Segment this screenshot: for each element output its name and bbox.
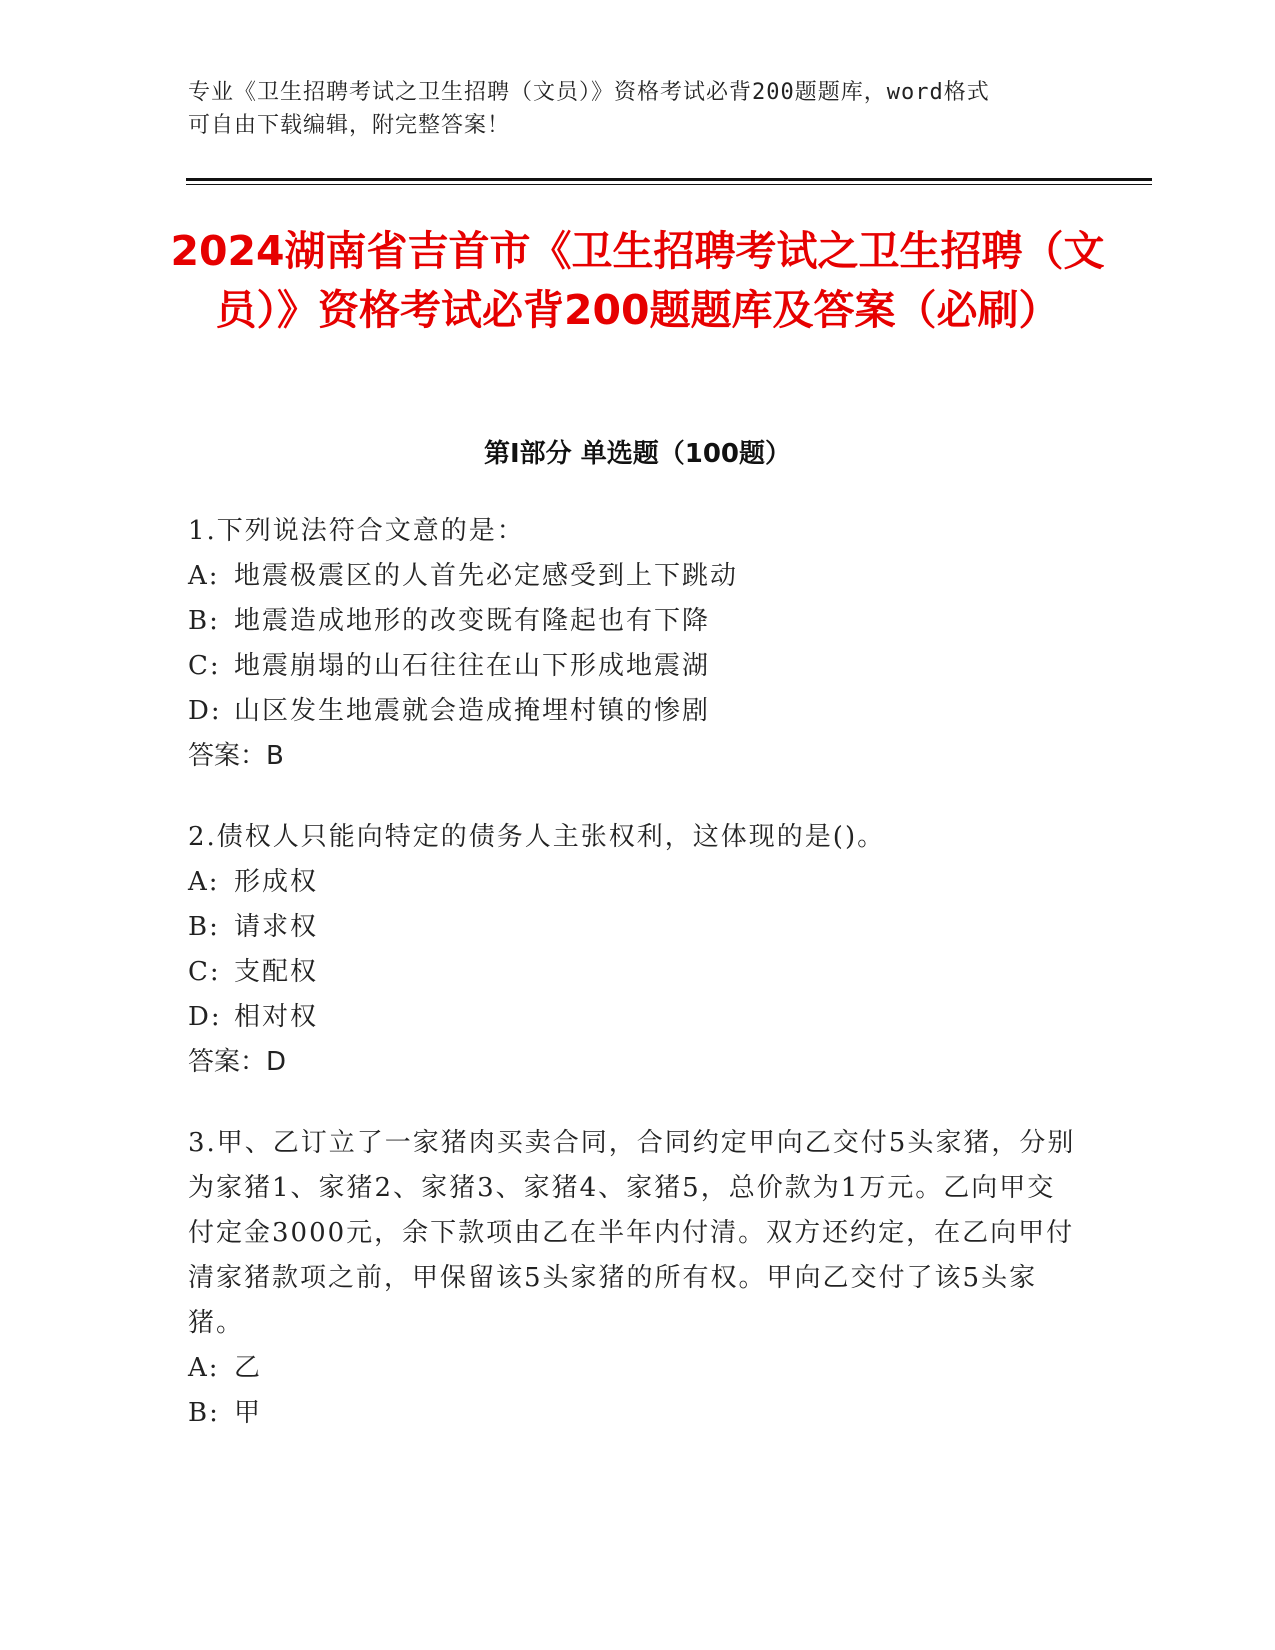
option-b: [188, 599, 1078, 644]
option-d: [188, 995, 1078, 1040]
option-key: C:: [188, 651, 221, 681]
option-text: 乙: [234, 1353, 263, 1383]
question-stem: 2.债权人只能向特定的债务人主张权利，这体现的是()。: [188, 822, 886, 852]
answer-line: 答案：D: [188, 1047, 287, 1077]
option-key: A:: [188, 867, 220, 897]
option-list: [188, 554, 1078, 734]
option-c: [188, 950, 1078, 995]
option-text: 支配权: [234, 957, 319, 987]
option-list: [188, 1346, 1078, 1436]
header-note-line-2: 可自由下载编辑，附完整答案！: [188, 113, 511, 138]
option-text: 地震造成地形的改变既有隆起也有下降: [234, 606, 711, 636]
option-list: [188, 860, 1078, 1040]
option-text: 地震崩塌的山石往往在山下形成地震湖: [234, 651, 711, 681]
option-text: 请求权: [234, 912, 319, 942]
header-note-line-1: 专业《卫生招聘考试之卫生招聘（文员）》资格考试必背200题题库，word格式: [188, 80, 990, 105]
question-2: [188, 815, 1078, 1085]
option-text: 山区发生地震就会造成掩埋村镇的惨剧: [234, 696, 711, 726]
option-text: 相对权: [234, 1002, 319, 1032]
option-b: [188, 905, 1078, 950]
option-key: B:: [188, 912, 220, 942]
header-divider-thin: [186, 184, 1152, 185]
question-stem: 1.下列说法符合文意的是：: [188, 516, 525, 546]
option-key: A:: [188, 1353, 220, 1383]
option-key: A:: [188, 561, 220, 591]
option-text: 甲: [234, 1398, 263, 1428]
option-b: [188, 1391, 1078, 1436]
question-3: [188, 1121, 1078, 1436]
option-a: [188, 554, 1078, 599]
option-key: D:: [188, 696, 222, 726]
option-text: 形成权: [234, 867, 319, 897]
option-c: [188, 644, 1078, 689]
header-divider-thick: [186, 178, 1152, 181]
header-note: [188, 76, 1068, 142]
option-a: [188, 1346, 1078, 1391]
question-stem: 3.甲、乙订立了一家猪肉买卖合同，合同约定甲向乙交付5头家猪，分别为家猪1、家猪2、家猪3、家猪4、家猪5，总价款为1万元。乙向甲交付定金3000元，余下款项由乙在半年内付清。双方还约定，在乙向甲付清家猪款项之前，甲保留该5头家猪的所有权。甲向乙交付了该5头家猪。: [188, 1128, 1076, 1338]
option-a: [188, 860, 1078, 905]
option-d: [188, 689, 1078, 734]
answer-line: 答案：B: [188, 741, 284, 771]
section-heading: 第I部分 单选题（100题）: [484, 439, 791, 469]
option-key: B:: [188, 606, 220, 636]
option-text: 地震极震区的人首先必定感受到上下跳动: [234, 561, 739, 591]
option-key: B:: [188, 1398, 220, 1428]
question-1: [188, 509, 1078, 779]
option-key: C:: [188, 957, 221, 987]
document-title: 2024湖南省吉首市《卫生招聘考试之卫生招聘（文员）》资格考试必背200题题库及答案（必刷）: [170, 227, 1105, 334]
option-key: D:: [188, 1002, 222, 1032]
